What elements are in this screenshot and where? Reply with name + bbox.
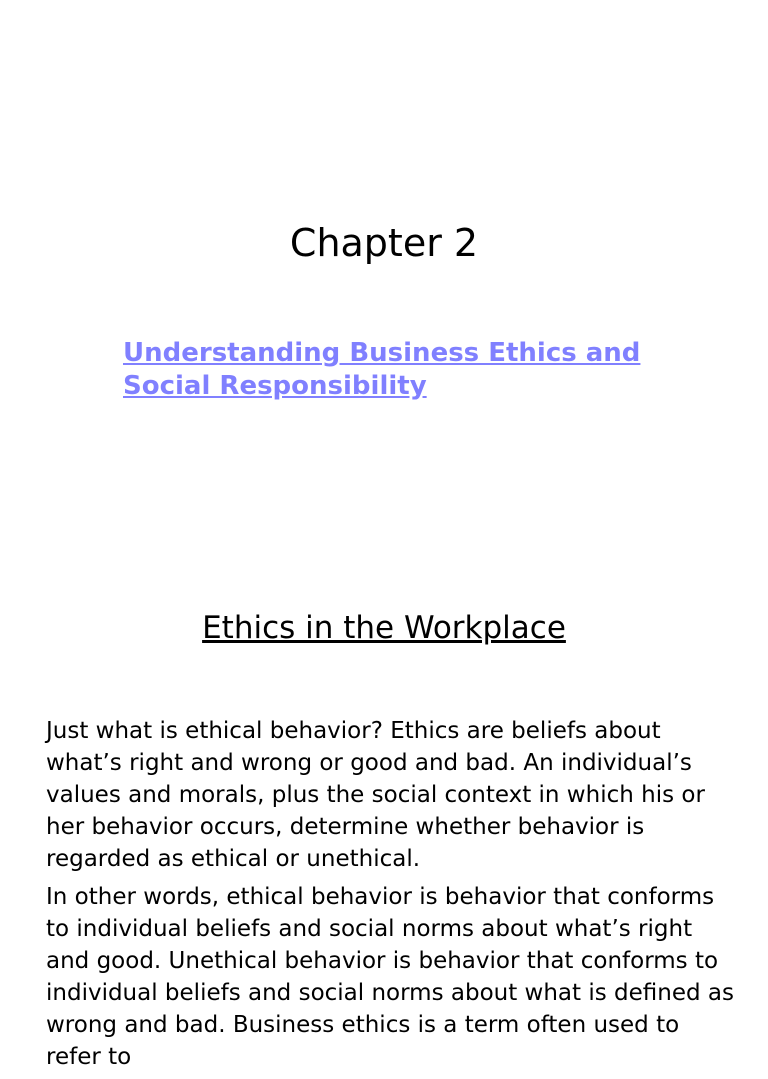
section-heading: Ethics in the Workplace bbox=[202, 610, 566, 646]
chapter-title: Chapter 2 bbox=[289, 221, 479, 265]
body-text bbox=[46, 715, 736, 1079]
paragraph: Just what is ethical behavior? Ethics are beliefs about what’s right and wrong or good and bad. An individual’s values and morals, plus the social context in which his or her behavior occurs, determine whether behavior is regarded as ethical or unethical. bbox=[46, 718, 705, 872]
chapter-subtitle-link[interactable]: Understanding Business Ethics and Social Responsibility bbox=[123, 338, 641, 401]
paragraph: In other words, ethical behavior is behavior that conforms to individual beliefs and social norms about what’s right and good. Unethical behavior is behavior that conforms to individual beliefs and social norms about what is defined as wrong and bad. Business ethics is a term often used to refer to bbox=[46, 884, 734, 1070]
